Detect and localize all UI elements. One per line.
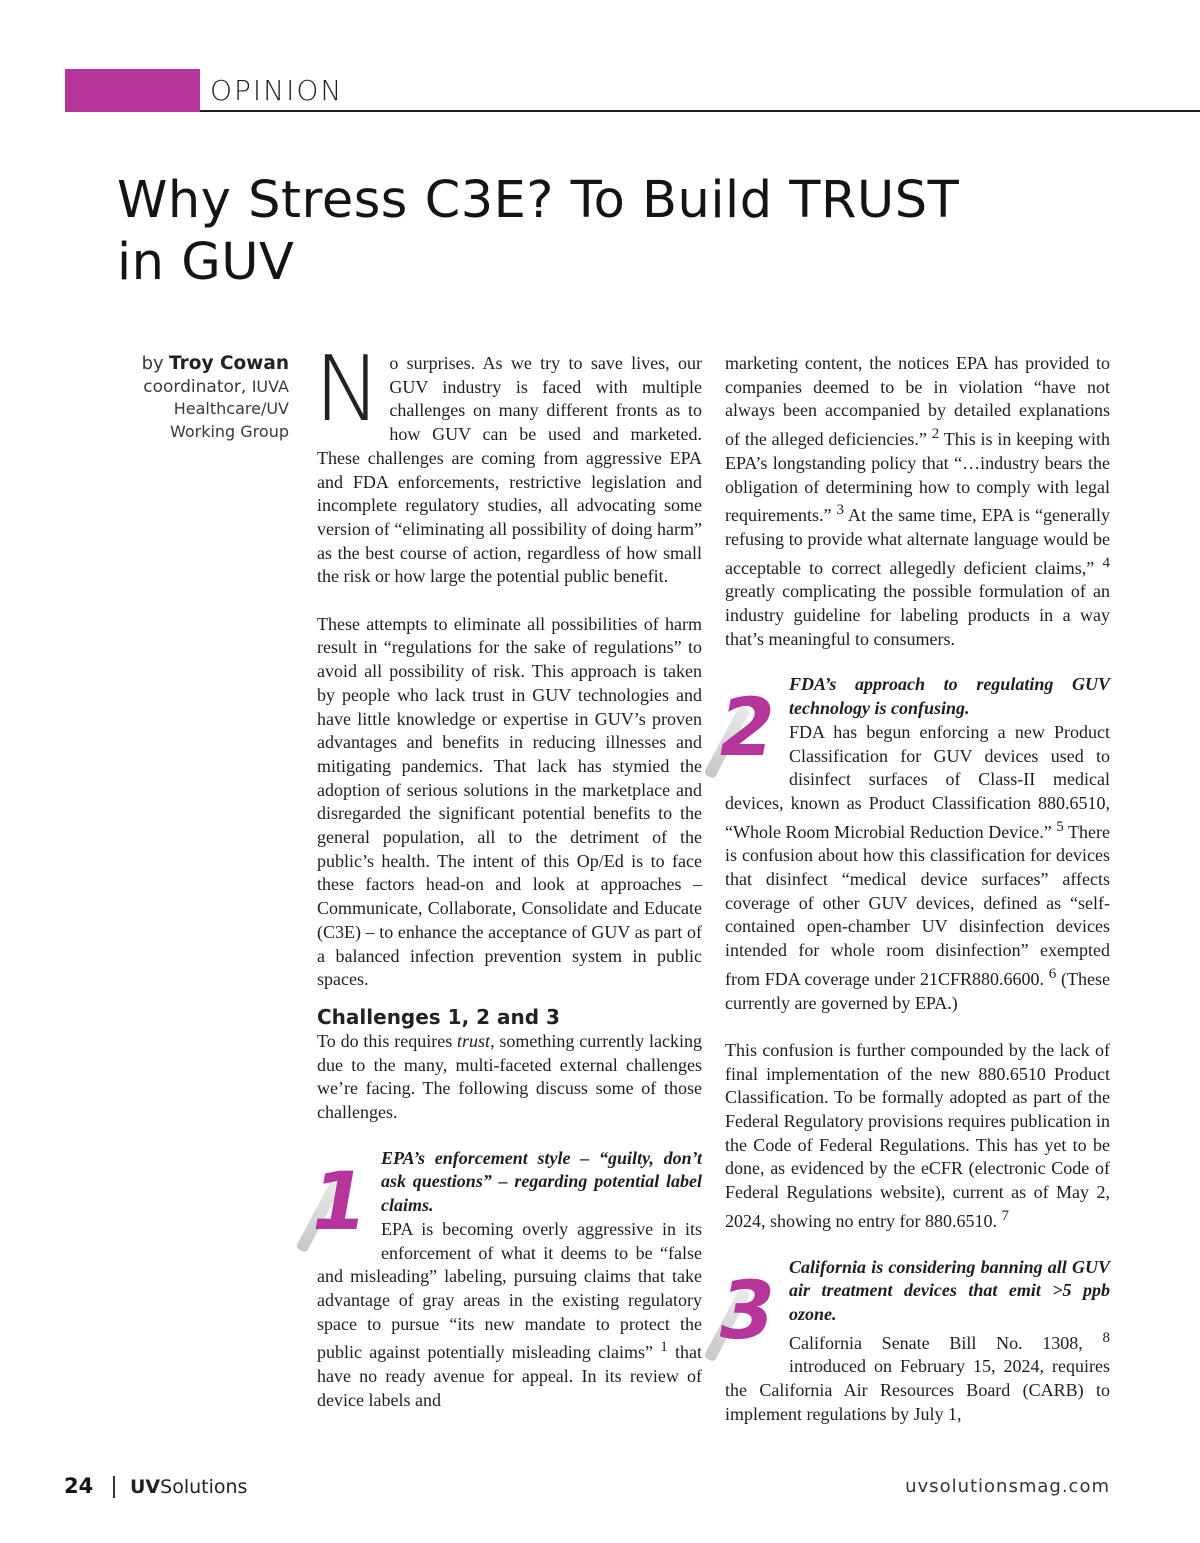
footnote-ref-2: 2: [931, 426, 940, 443]
paragraph-intro-text: o surprises. As we try to save lives, our GUV industry is faced with multiple challenges on many different fronts as to how GUV can be used and marketed. These challenges are coming from aggressive EPA and FDA enforcements, restrictive legislation and incomplete regulatory studies, all advocating some version of “eliminating all possibility of doing harm” as the best course of action, regardless of how small the risk or how large the potential public benefit.: [317, 353, 702, 587]
challenge-number-3: [710, 1263, 783, 1358]
article-title: [117, 170, 1077, 294]
challenge-2-text: [725, 721, 1110, 1015]
footnote-ref-8: 8: [1102, 1329, 1110, 1346]
challenge-3-text: [725, 1327, 1110, 1427]
challenge-number-1-glyph: 1: [302, 1154, 375, 1248]
publication-url: uvsolutionsmag.com: [905, 1476, 1110, 1497]
challenge-1-text: [317, 1218, 702, 1413]
byline: [100, 353, 289, 443]
challenge-2: [710, 673, 1110, 1015]
title-line-1: Why Stress C3E? To Build TRUST: [117, 171, 960, 230]
title-line-2: in GUV: [117, 233, 295, 292]
section-accent-bar: [65, 69, 200, 112]
publication-name: [130, 1476, 247, 1498]
section-rule: [200, 110, 1200, 112]
author-affiliation-1: IUVA: [251, 376, 289, 396]
challenge-2-text-a: FDA has begun enforcing a new Product Classification for GUV devices used to disinfect surfaces of Class-II medical devices, known as Product Classification 880.6510, “Whole Room Microbial Reduction Device.”: [725, 721, 1110, 842]
challenge-2-text-b: There is confusion about how this classification for devices that disinfect “medical device surfaces” affects coverage of other GUV devices, defined as “self-contained open-chamber UV disinfection devices intended for whole room disinfection” exempted from FDA coverage under 21CFR880.6600.: [725, 821, 1110, 989]
author-affiliation-3: Working Group: [169, 421, 289, 441]
paragraph-2: These attempts to eliminate all possibilities of harm result in “regulations for the sake of regulations” to avoid all possibility of risk. This approach is taken by people who lack trust in GUV technologies and have little knowledge or expertise in GUV’s proven advantages and benefits in reducing illnesses and mitigating pandemics. That lack has stymied the adoption of serious solutions in the marketplace and disregarded the significant potential benefits to the general population, all to the detriment of the public’s health. The intent of this Op/Ed is to face these factors head-on and look at approaches – Communicate, Collaborate, Consolidate and Educate (C3E) – to enhance the acceptance of GUV as part of a balanced infection prevention system in public spaces.: [317, 613, 702, 990]
challenge-3: [710, 1256, 1110, 1427]
footnote-ref-4: 4: [1102, 554, 1110, 571]
col2-text-c: At the same time, EPA is “generally refusing to provide what alternate language would be acceptable to correct allegedly deficient claims,”: [725, 505, 1110, 578]
challenge-1-text-a: EPA is becoming overly aggressive in its enforcement of what it deems to be “false and misleading” labeling, pursuing claims that take advantage of gray areas in the existing regulatory space to pursue “its new mandate to protect the public against potentially misleading claims”: [317, 1218, 702, 1363]
challenge-1: [302, 1147, 702, 1413]
col2-text-a: marketing content, the notices EPA has provided to companies deemed to be in violation “have not always been accompanied by detailed explanations of the alleged deficiencies.”: [725, 353, 1110, 450]
paragraph-3: [317, 1030, 702, 1125]
challenge-3-heading: California is considering banning all GUV air treatment devices that emit >5 ppb ozone.: [789, 1256, 1110, 1324]
subheading-challenges: Challenges 1, 2 and 3: [317, 1004, 560, 1029]
paragraph-3-text-a: To do this requires: [317, 1030, 458, 1051]
col2-text-d: greatly complicating the possible formulation of an industry guideline for labeling products in a way that’s meaningful to consumers.: [725, 581, 1110, 649]
paragraph-col2-3: [725, 1039, 1110, 1234]
challenge-2-heading: FDA’s approach to regulating GUV technology is confusing.: [789, 674, 1110, 719]
article-column-1: [302, 337, 702, 1413]
article-column-2: [710, 352, 1110, 1427]
emphasis-trust: trust: [457, 1030, 491, 1051]
col2-p3-text: This confusion is further compounded by the lack of final implementation of the new 880.6510 Product Classification. To be formally adopted as part of the Federal Regulatory provisions requires publication in the Code of Federal Regulations. This has yet to be done, as evidenced by the eCFR (electronic Code of Federal Regulations website), current as of May 2, 2024, showing no entry for 880.6510.: [725, 1039, 1110, 1231]
challenge-number-3-glyph: 3: [710, 1263, 783, 1357]
footnote-ref-1: 1: [660, 1339, 668, 1356]
section-label: OPINION: [210, 74, 344, 107]
publication-name-bold: UV: [130, 1476, 161, 1498]
footer-divider: [113, 1476, 115, 1498]
footnote-ref-7: 7: [1001, 1207, 1009, 1224]
challenge-3-text-b: introduced on February 15, 2024, requires the California Air Resources Board (CARB) to implement regulations by July 1,: [725, 1356, 1110, 1424]
paragraph-intro: [314, 337, 702, 589]
footnote-ref-5: 5: [1056, 818, 1064, 835]
challenge-2-text-c: (These currently are governed by EPA.): [725, 968, 1110, 1013]
author-affiliation-2: Healthcare/UV: [173, 399, 289, 418]
footnote-ref-3: 3: [836, 502, 844, 519]
author-name: Troy Cowan: [169, 353, 289, 374]
publication-name-light: Solutions: [160, 1476, 248, 1498]
challenge-1-text-b: that have no ready avenue for appeal. In its review of device labels and: [317, 1342, 702, 1410]
challenge-number-2-glyph: 2: [710, 681, 783, 775]
col2-text-b: This is in keeping with EPA’s longstanding policy that “…industry bears the obligation of determining how to comply with legal requirements.”: [725, 429, 1110, 526]
challenge-3-text-a: California Senate Bill No. 1308,: [789, 1332, 1103, 1353]
challenge-1-heading: EPA’s enforcement style – “guilty, don’t ask questions” – regarding potential label claims.: [381, 1147, 702, 1216]
paragraph-col2-1: [725, 352, 1110, 651]
challenge-number-1: [302, 1154, 375, 1249]
paragraph-3-text-b: , something currently lacking due to the many, multi-faceted external challenges we’re facing. The following discuss some of those challenges.: [317, 1030, 702, 1123]
drop-cap: N: [314, 337, 382, 442]
challenge-number-2: [710, 681, 783, 775]
footnote-ref-6: 6: [1048, 965, 1057, 982]
author-role: coordinator,: [143, 376, 247, 397]
page-number: 24: [64, 1474, 94, 1498]
byline-by: by: [141, 353, 164, 374]
